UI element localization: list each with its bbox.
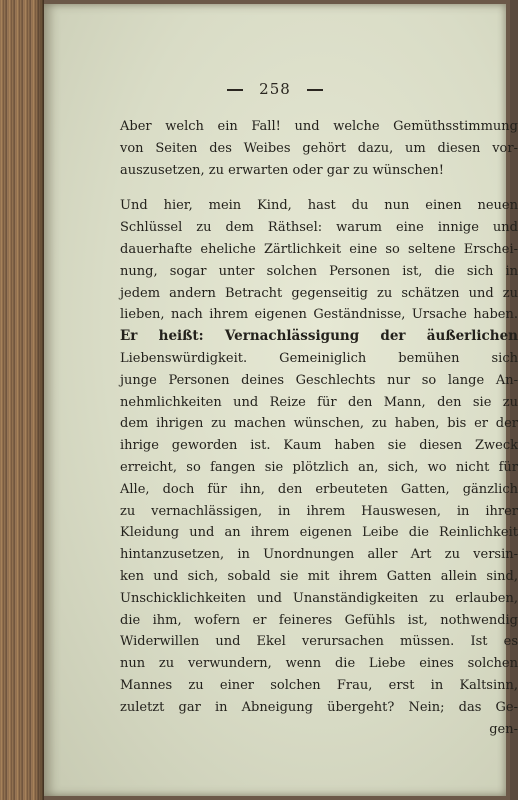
text-line: dem ihrigen zu machen wünschen, zu haben, bis er der — [120, 416, 518, 432]
text-line: nung, sogar unter solchen Personen ist, die sich in — [120, 263, 518, 279]
header-dash-left — [227, 89, 243, 91]
text-line: nun zu verwundern, wenn die Liebe eines solchen — [120, 656, 518, 672]
body-text — [120, 116, 518, 740]
paragraph-gap — [120, 181, 518, 195]
text-line: auszusetzen, zu erwarten oder gar zu wünschen! — [120, 162, 445, 178]
page-number: 258 — [259, 80, 291, 98]
text-line: erreicht, so fangen sie plötzlich an, sich, wo nicht für — [120, 459, 518, 475]
text-line: ihrige geworden ist. Kaum haben sie diesen Zweck — [120, 438, 518, 454]
catchword: gen- — [489, 721, 518, 737]
book-spine — [0, 0, 44, 800]
text-line: Mannes zu einer solchen Frau, erst in Kaltsinn, — [120, 677, 518, 693]
text-line: zu vernachlässigen, in ihrem Hauswesen, in ihrer — [120, 503, 518, 519]
text-line: Aber welch ein Fall! und welche Gemüthsstimmung — [120, 119, 518, 134]
page-sheet — [44, 4, 518, 796]
text-line: junge Personen deines Geschlechts nur so lange An- — [120, 372, 518, 388]
text-line: hintanzusetzen, in Unordnungen aller Art zu versin- — [120, 547, 518, 563]
text-line: Und hier, mein Kind, hast du nun einen neuen — [120, 198, 518, 214]
text-line: Alle, doch für ihn, den erbeuteten Gatten, gänzlich — [120, 481, 518, 497]
text-line: Kleidung und an ihrem eigenen Leibe die Reinlichkeit — [120, 525, 518, 541]
text-line: lieben, nach ihrem eigenen Geständnisse, Ursache haben. — [120, 307, 518, 323]
text-line: Schlüssel zu dem Räthsel: warum eine innige und — [120, 220, 518, 236]
text-line: ken und sich, sobald sie mit ihrem Gatten allein sind, — [120, 568, 518, 584]
text-line-emphasis: Er heißt: Vernachlässigung der äußerlichen — [120, 328, 518, 345]
text-line: die ihm, wofern er feineres Gefühls ist, nothwendig — [120, 612, 518, 628]
header-dash-right — [307, 89, 323, 91]
text-line: jedem andern Betracht gegenseitig zu schätzen und zu — [120, 285, 518, 301]
text-line: zuletzt gar in Abneigung übergeht? Nein; das Ge- — [120, 699, 518, 715]
text-line: Widerwillen und Ekel verursachen müssen. Ist es — [120, 634, 518, 650]
text-line: Unschicklichkeiten und Unanständigkeiten zu erlauben, — [120, 590, 518, 606]
page-header — [44, 80, 506, 98]
text-line: von Seiten des Weibes gehört dazu, um diesen vor- — [120, 140, 518, 156]
text-line: Liebenswürdigkeit. Gemeiniglich bemühen sich — [120, 350, 518, 366]
text-line: nehmlichkeiten und Reize für den Mann, den sie zu — [120, 394, 518, 410]
text-line: dauerhafte eheliche Zärtlichkeit eine so seltene Erschei- — [120, 241, 518, 257]
